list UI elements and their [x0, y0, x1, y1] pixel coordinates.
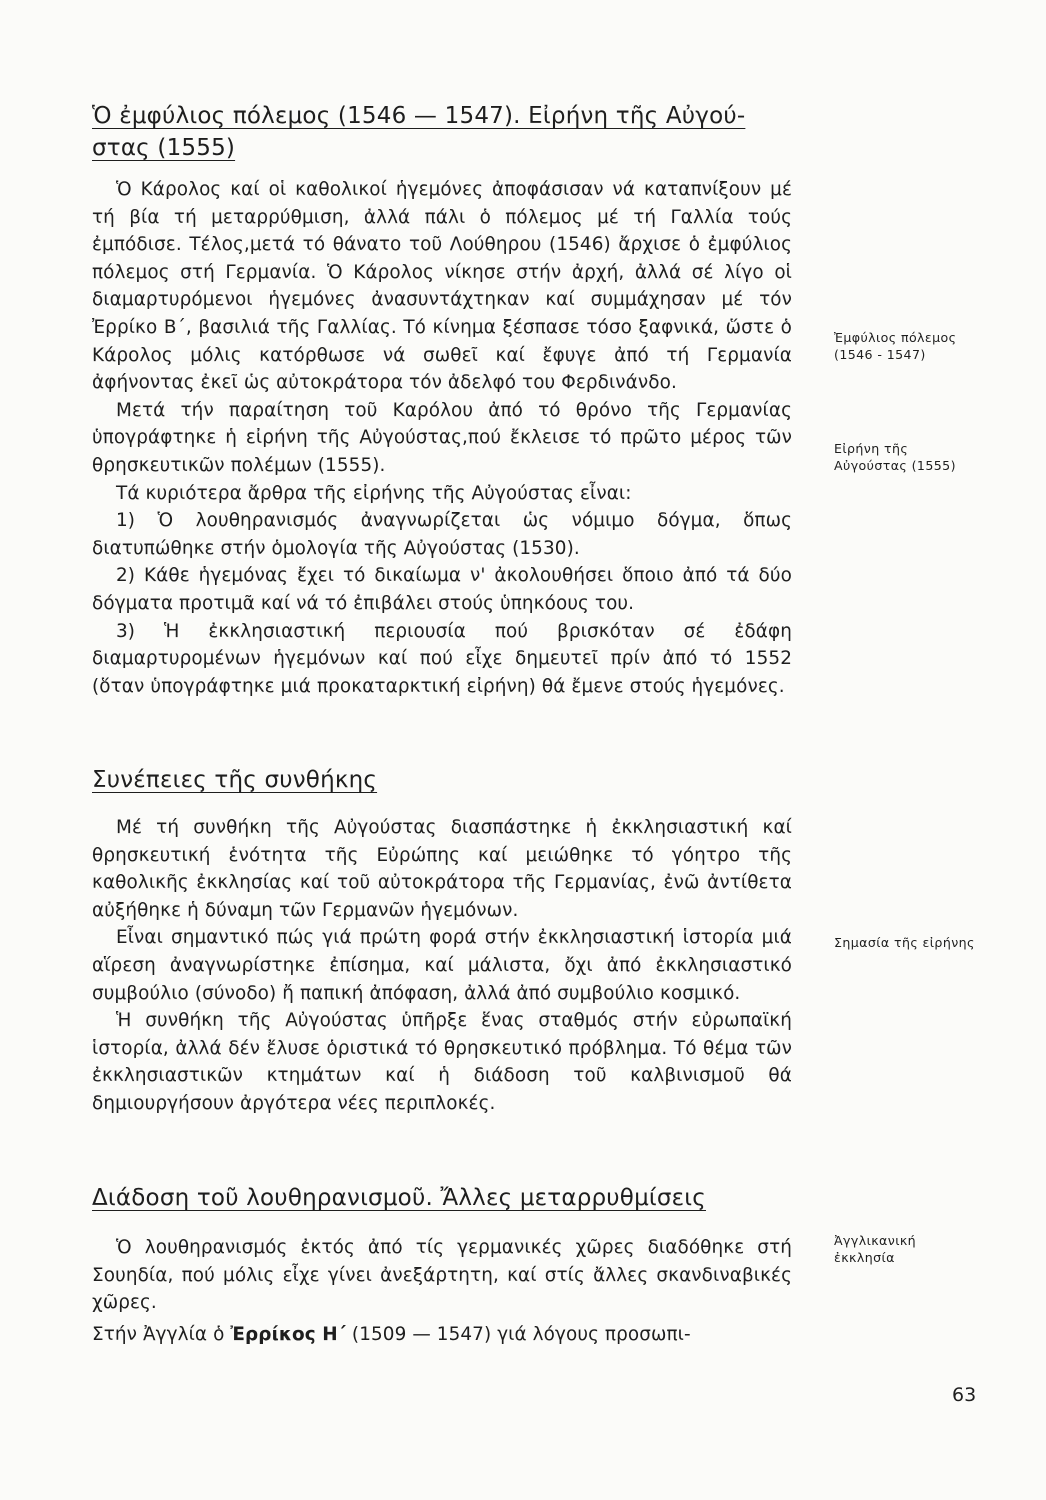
paragraph: Ὁ λουθηρανισμός ἐκτός ἀπό τίς γερμανικές χῶρες διαδόθηκε στή Σουηδία, πού μόλις εἶχε γίνει ἀνεξάρτητη, καί στίς ἄλλες σκανδιναβικές χῶρες. — [92, 1237, 792, 1314]
paragraph: Στήν Ἀγγλία ὁ Ἐρρίκος Η΄ (1509 — 1547) γιά λόγους προσωπι- — [92, 1323, 691, 1345]
paragraph: Μετά τήν παραίτηση τοῦ Καρόλου ἀπό τό θρόνο τῆς Γερμανίας ὑπογράφτηκε ἡ εἰρήνη τῆς Αὐγούστας,πού ἔκλεισε τό πρῶτο μέρος τῶν θρησκευτικῶν πολέμων (1555). — [92, 399, 792, 476]
margin-note-peace: Εἰρήνη τῆς Αὐγούστας (1555) — [834, 441, 956, 473]
list-item: 3) Ἡ ἐκκλησιαστική περιουσία πού βρισκόταν σέ ἐδάφη διαμαρτυρομένων ἡγεμόνων καί πού εἶχε δημευτεῖ πρίν ἀπό τό 1552 (ὅταν ὑπογράφτηκε μιά προκαταρκτική εἰρήνη) θά ἔμενε στούς ἡγεμόνες. — [92, 620, 792, 697]
paragraph: Μέ τή συνθήκη τῆς Αὐγούστας διασπάστηκε ἡ ἐκκλησιαστική καί θρησκευτική ἑνότητα τῆς Εὐρώπης καί μειώθηκε τό γόητρο τῆς καθολικῆς ἐκκλησίας καί τοῦ αὐτοκράτορα τῆς Γερμανίας, ἐνῶ ἀντίθετα αὐξήθηκε ἡ δύναμη τῶν Γερμανῶν ἡγεμόνων. — [92, 817, 792, 921]
paragraph: Ὁ Κάρολος καί οἱ καθολικοί ἡγεμόνες ἀποφάσισαν νά καταπνίξουν μέ τή βία τή μεταρρύθμιση, ἀλλά πάλι ὁ πόλεμος μέ τή Γαλλία τούς ἐμπόδισε. Τέλος,μετά τό θάνατο τοῦ Λούθηρου (1546) ἄρχισε ὁ ἐμφύλιος πόλεμος στή Γερμανία. Ὁ Κάρολος νίκησε στήν ἀρχή, ἀλλά σέ λίγο οἱ διαμαρτυρόμενοι ἡγεμόνες ἀνασυντάχτηκαν καί συμμάχησαν μέ τόν Ἐρρίκο Β΄, βασιλιά τῆς Γαλλίας. Τό κίνημα ξέσπασε τόσο ξαφνικά, ὥστε ὁ Κάρολος μόλις κατόρθωσε νά σωθεῖ καί ἔφυγε ἀπό τή Γερμανία ἀφήνοντας ἐκεῖ ὡς αὐτοκράτορα τόν ἀδελφό του Φερδινάνδο. — [92, 179, 792, 394]
section-spread — [92, 1182, 792, 1348]
heading-consequences: Συνέπειες τῆς συνθήκης — [92, 767, 378, 793]
heading-civil-war: Ὁ ἐμφύλιος πόλεμος (1546 — 1547). Εἰρήνη τῆς Αὐγού- στας (1555) — [92, 103, 746, 161]
paragraph: Εἶναι σημαντικό πώς γιά πρώτη φορά στήν ἐκκλησιαστική ἱστορία μιά αἵρεση ἀναγνωρίστηκε ἐπίσημα, καί μάλιστα, ὄχι ἀπό ἐκκλησιαστικό συμβούλιο (σύνοδο) ἤ παπική ἀπόφαση, ἀλλά ἀπό συμβούλιο κοσμικό. — [92, 927, 792, 1004]
margin-note-significance: Σημασία τῆς εἰρήνης — [834, 935, 975, 950]
section-civil-war — [92, 100, 792, 700]
page-number: 63 — [952, 1384, 977, 1406]
paragraph: Ἡ συνθήκη τῆς Αὐγούστας ὑπῆρξε ἕνας σταθμός στήν εὐρωπαϊκή ἱστορία, ἀλλά δέν ἔλυσε ὁριστικά τό θρησκευτικό πρόβλημα. Τό θέμα τῶν ἐκκλησιαστικῶν κτημάτων καί ἡ διάδοση τοῦ καλβινισμοῦ θά δημιουργήσουν ἀργότερα νέες περιπλοκές. — [92, 1010, 792, 1114]
list-item: 1) Ὁ λουθηρανισμός ἀναγνωρίζεται ὡς νόμιμο δόγμα, ὅπως διατυπώθηκε στήν ὁμολογία τῆς Αὐγούστας (1530). — [92, 510, 792, 559]
section-consequences — [92, 764, 792, 1118]
margin-note-civil-war: Ἐμφύλιος πόλεμος (1546 - 1547) — [834, 330, 957, 362]
bold-name: Ἐρρίκος Η΄ — [230, 1323, 346, 1345]
paragraph: Τά κυριότερα ἄρθρα τῆς εἰρήνης τῆς Αὐγούστας εἶναι: — [116, 482, 632, 504]
heading-spread: Διάδοση τοῦ λουθηρανισμοῦ. Ἄλλες μεταρρυθμίσεις — [92, 1185, 706, 1211]
list-item: 2) Κάθε ἡγεμόνας ἔχει τό δικαίωμα ν' ἀκολουθήσει ὅποιο ἀπό τά δύο δόγματα προτιμᾶ καί νά τό ἐπιβάλει στούς ὑπηκόους του. — [92, 565, 792, 614]
margin-note-anglican: Ἀγγλικανική ἐκκλησία — [834, 1233, 917, 1265]
